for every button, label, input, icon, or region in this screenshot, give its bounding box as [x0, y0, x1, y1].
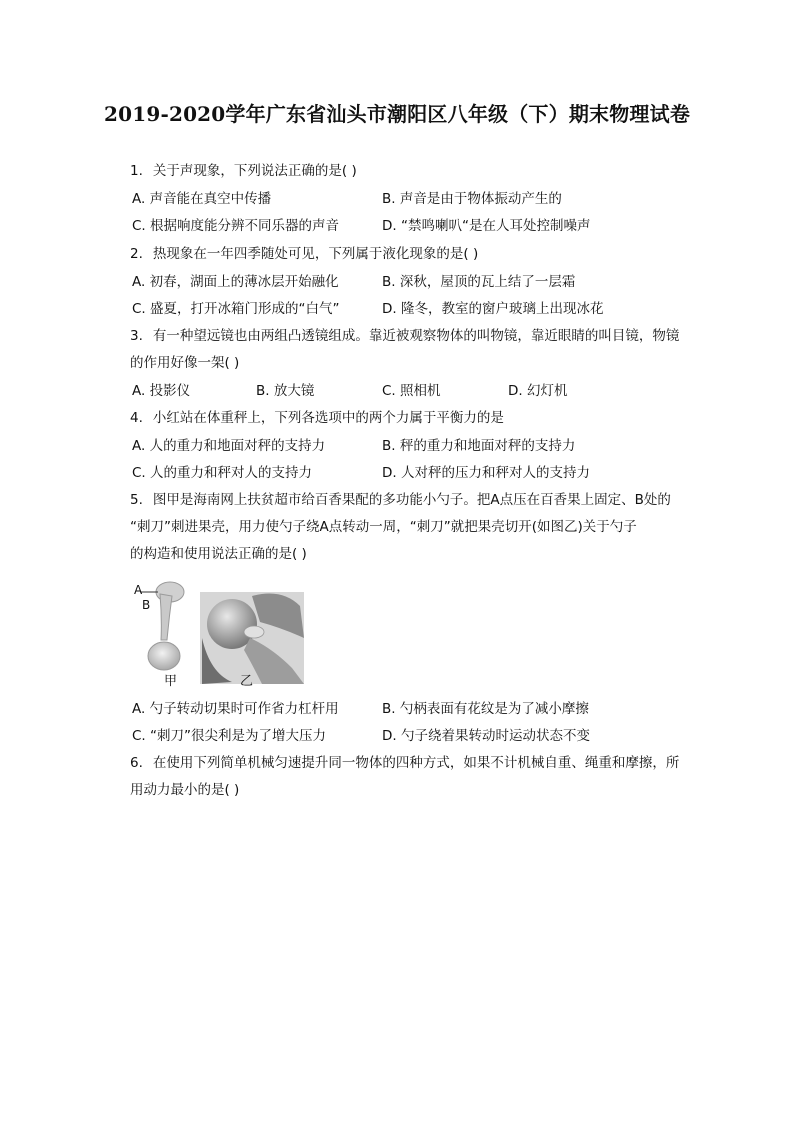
option-c[interactable]: C. 照相机	[382, 383, 441, 399]
question-4	[130, 405, 700, 432]
question-text: 关于声现象，下列说法正确的是( )	[152, 163, 357, 179]
option-b[interactable]: B. 深秋，屋顶的瓦上结了一层霜	[382, 274, 576, 290]
question-5	[130, 487, 700, 514]
question-text: 热现象在一年四季随处可见，下列属于液化现象的是( )	[152, 246, 479, 262]
question-text-continued: 的构造和使用说法正确的是( )	[130, 546, 307, 562]
spoon-figure	[132, 578, 312, 690]
question-number: 1.	[130, 163, 143, 179]
option-d[interactable]: D. 隆冬，教室的窗户玻璃上出现冰花	[382, 301, 604, 317]
question-text: 有一种望远镜也由两组凸透镜组成。靠近被观察物体的叫物镜，靠近眼睛的叫目镜，物镜	[152, 328, 680, 344]
option-d[interactable]: D. 人对秤的压力和秤对人的支持力	[382, 465, 590, 481]
option-d[interactable]: D. “禁鸣喇叭“是在人耳处控制噪声	[382, 218, 591, 234]
question-text-continued: “刺刀”刺进果壳，用力使勺子绕A点转动一周，“刺刀”就把果壳切开(如图乙)关于勺子	[130, 519, 637, 535]
label-a: A	[134, 583, 143, 597]
question-number: 6.	[130, 755, 143, 771]
option-c[interactable]: C. “刺刀”很尖利是为了增大压力	[132, 728, 326, 744]
page-title: 2019-2020学年广东省汕头市潮阳区八年级（下）期末物理试卷	[103, 102, 691, 126]
label-b: B	[142, 598, 151, 612]
question-number: 3.	[130, 328, 143, 344]
question-number: 5.	[130, 492, 143, 508]
question-1	[130, 158, 700, 185]
question-6	[130, 750, 700, 777]
question-text-continued: 用动力最小的是( )	[130, 782, 240, 798]
question-2	[130, 241, 700, 268]
option-a[interactable]: A. 人的重力和地面对秤的支持力	[132, 438, 326, 454]
photo-yi	[200, 592, 304, 684]
option-a[interactable]: A. 声音能在真空中传播	[132, 191, 272, 207]
option-b[interactable]: B. 声音是由于物体振动产生的	[382, 191, 562, 207]
question-number: 2.	[130, 246, 143, 262]
spoon-illustration	[132, 578, 312, 690]
figure-caption-jia: 甲	[164, 674, 178, 689]
question-text: 小红站在体重秤上，下列各选项中的两个力属于平衡力的是	[152, 410, 504, 426]
figure-caption-yi: 乙	[240, 674, 254, 689]
question-3	[130, 323, 700, 350]
option-c[interactable]: C. 人的重力和秤对人的支持力	[132, 465, 313, 481]
question-text: 在使用下列简单机械匀速提升同一物体的四种方式，如果不计机械自重、绳重和摩擦，所	[152, 755, 680, 771]
spoon-jia	[140, 582, 184, 670]
option-c[interactable]: C. 根据响度能分辨不同乐器的声音	[132, 218, 340, 234]
option-b[interactable]: B. 秤的重力和地面对秤的支持力	[382, 438, 576, 454]
question-text: 图甲是海南网上扶贫超市给百香果配的多功能小勺子。把A点压在百香果上固定、B处的	[152, 492, 671, 508]
question-number: 4.	[130, 410, 143, 426]
option-c[interactable]: C. 盛夏，打开冰箱门形成的“白气”	[132, 301, 340, 317]
option-a[interactable]: A. 投影仪	[132, 383, 191, 399]
option-b[interactable]: B. 勺柄表面有花纹是为了减小摩擦	[382, 701, 589, 717]
option-d[interactable]: D. 勺子绕着果转动时运动状态不变	[382, 728, 590, 744]
question-text-continued: 的作用好像一架( )	[130, 355, 240, 371]
option-a[interactable]: A. 勺子转动切果时可作省力杠杆用	[132, 701, 339, 717]
option-d[interactable]: D. 幻灯机	[508, 383, 568, 399]
option-a[interactable]: A. 初春，湖面上的薄冰层开始融化	[132, 274, 339, 290]
option-b[interactable]: B. 放大镜	[256, 383, 315, 399]
